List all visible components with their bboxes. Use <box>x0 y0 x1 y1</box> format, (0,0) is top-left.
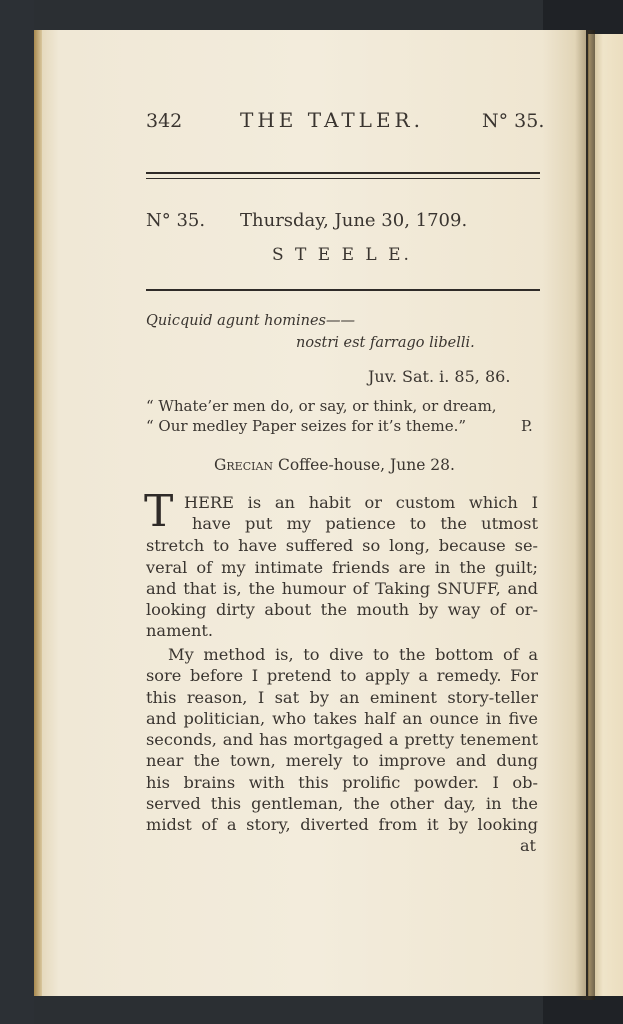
issue-number: N° 35. <box>146 210 206 231</box>
header-rule-bottom <box>146 178 540 179</box>
body-line: looking dirty about the mouth by way of or- <box>146 600 538 619</box>
body-line: nament. <box>146 621 214 640</box>
body-line: My method is, to dive to the bottom of a <box>168 645 538 664</box>
page-number: 342 <box>146 110 183 132</box>
body-line: near the town, merely to improve and dung <box>146 751 538 770</box>
section-rule <box>146 289 540 291</box>
body-line: and that is, the humour of Taking SNUFF, and <box>146 579 538 598</box>
dateline <box>214 456 455 474</box>
body-line: his brains with this prolific powder. I ob- <box>146 773 538 792</box>
body-line: this reason, I sat by an eminent story-teller <box>146 688 538 707</box>
running-title: THE TATLER. <box>240 108 424 132</box>
body-line: and politician, who takes half an ounce in five <box>146 709 538 728</box>
page-gutter-edge <box>34 30 42 996</box>
body-line: served this gentleman, the other day, in the <box>146 794 538 813</box>
dateline-place: Grecian <box>214 456 274 474</box>
translation-mark: P. <box>521 417 533 435</box>
dateline-rest: Coffee-house, June 28. <box>277 456 455 474</box>
issue-ref: N° 35. <box>482 110 545 132</box>
issue-date: Thursday, June 30, 1709. <box>240 210 468 231</box>
book-page <box>34 30 586 996</box>
background-left <box>0 0 34 1024</box>
catchword: at <box>520 836 536 855</box>
body-line: sore before I pretend to apply a remedy. For <box>146 666 538 685</box>
body-line: HERE is an habit or custom which I <box>184 493 538 512</box>
body-line: stretch to have suffered so long, because se- <box>146 536 538 555</box>
translation-line-2: “ Our medley Paper seizes for it’s theme.” <box>146 417 467 435</box>
epigraph-line-2: nostri est farrago libelli. <box>296 335 475 351</box>
body-line: seconds, and has mortgaged a pretty tenement <box>146 730 538 749</box>
author-name: S T E E L E. <box>272 245 412 265</box>
body-line: have put my patience to the utmost <box>192 514 538 533</box>
header-rule-top <box>146 172 540 174</box>
body-line: midst of a story, diverted from it by looking <box>146 815 538 834</box>
body-line: veral of my intimate friends are in the guilt; <box>146 558 538 577</box>
binding-shadow <box>575 30 595 1000</box>
drop-cap: T <box>144 486 174 537</box>
epigraph-line-1: Quicquid agunt homines—— <box>146 313 355 329</box>
translation-line-1: “ Whate’er men do, or say, or think, or dream, <box>146 397 497 415</box>
epigraph-source: Juv. Sat. i. 85, 86. <box>368 367 511 386</box>
